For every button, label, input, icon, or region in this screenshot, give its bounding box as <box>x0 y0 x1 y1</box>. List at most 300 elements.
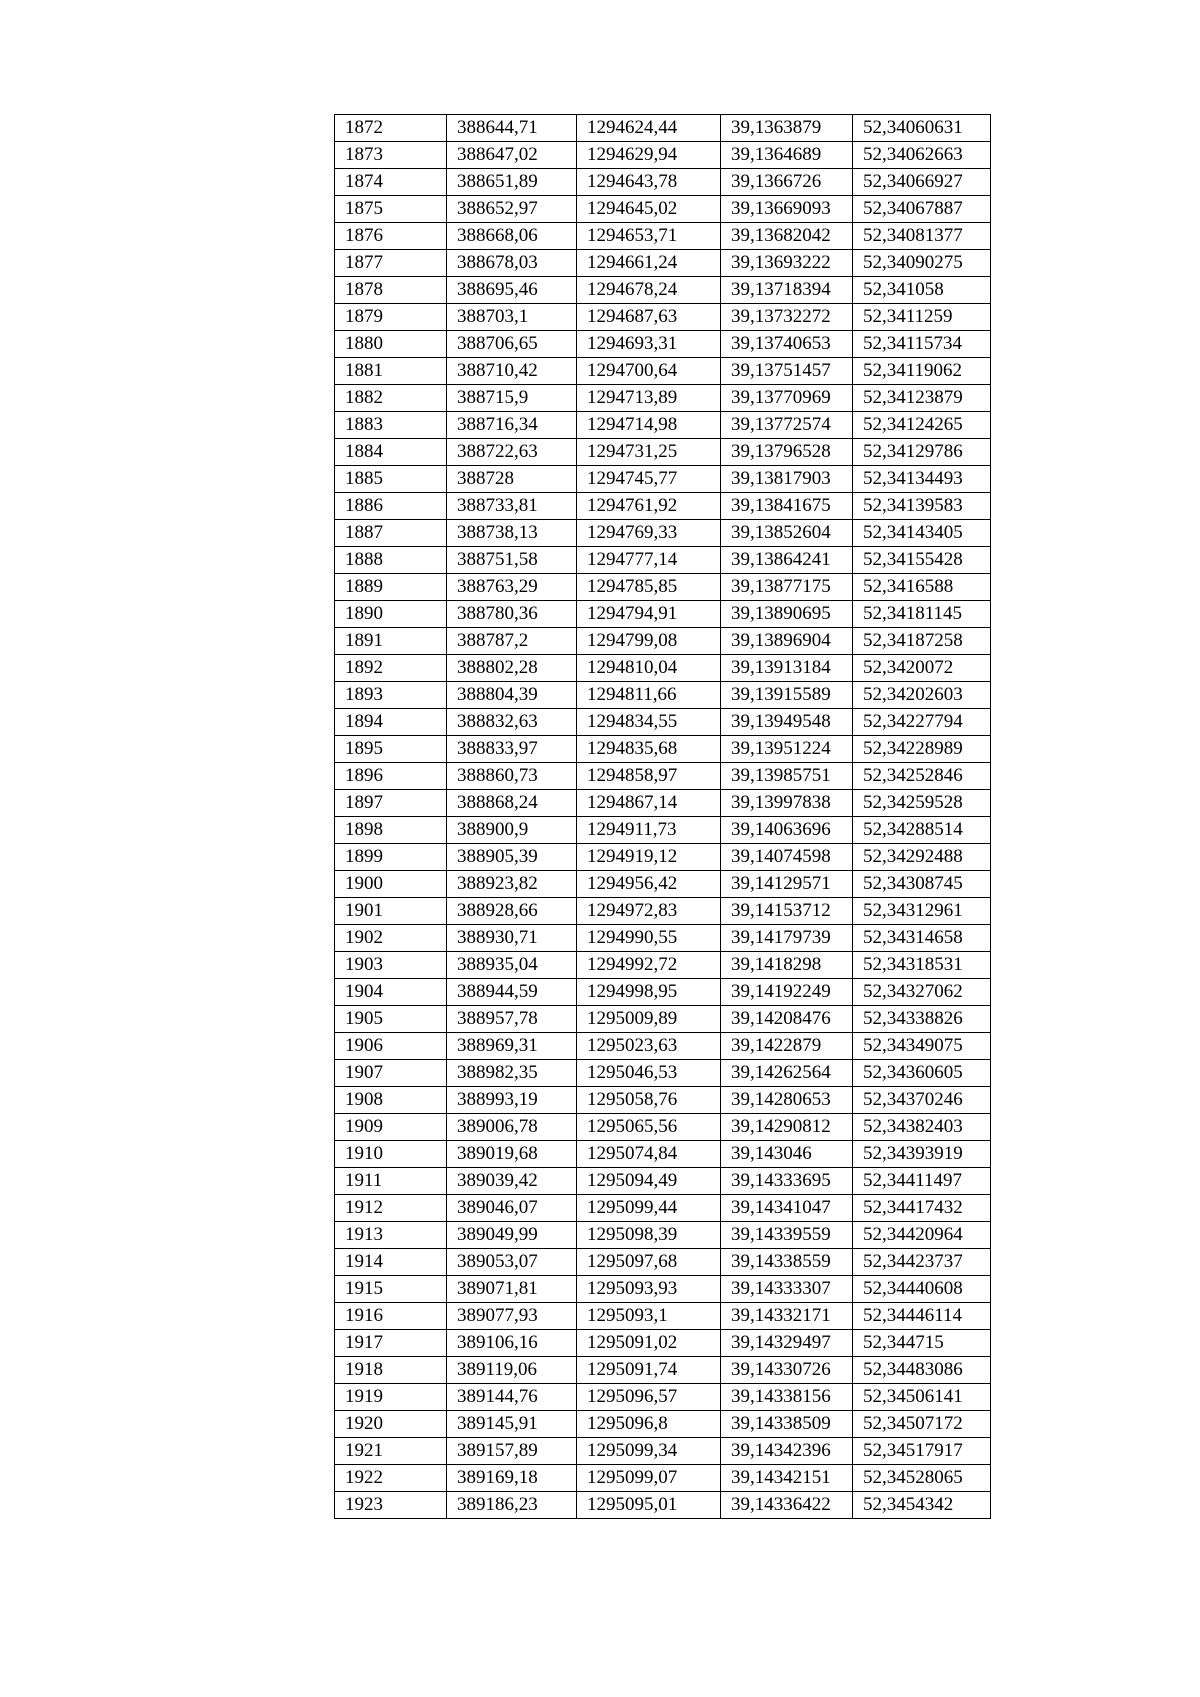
x-coordinate-cell: 388678,03 <box>447 250 577 277</box>
longitude-cell: 39,14338559 <box>721 1249 853 1276</box>
longitude-cell: 39,13841675 <box>721 493 853 520</box>
latitude-cell: 52,34155428 <box>853 547 991 574</box>
x-coordinate-cell: 388738,13 <box>447 520 577 547</box>
y-coordinate-cell: 1294624,44 <box>577 115 721 142</box>
latitude-cell: 52,34067887 <box>853 196 991 223</box>
point-number-cell: 1908 <box>335 1087 447 1114</box>
y-coordinate-cell: 1294714,98 <box>577 412 721 439</box>
latitude-cell: 52,34370246 <box>853 1087 991 1114</box>
y-coordinate-cell: 1294643,78 <box>577 169 721 196</box>
point-number-cell: 1889 <box>335 574 447 601</box>
y-coordinate-cell: 1294998,95 <box>577 979 721 1006</box>
longitude-cell: 39,14129571 <box>721 871 853 898</box>
table-row <box>335 1411 991 1438</box>
x-coordinate-cell: 389071,81 <box>447 1276 577 1303</box>
longitude-cell: 39,14208476 <box>721 1006 853 1033</box>
point-number-cell: 1918 <box>335 1357 447 1384</box>
point-number-cell: 1917 <box>335 1330 447 1357</box>
table-row <box>335 871 991 898</box>
longitude-cell: 39,13817903 <box>721 466 853 493</box>
table-row <box>335 1492 991 1519</box>
table-row <box>335 250 991 277</box>
table-row <box>335 682 991 709</box>
y-coordinate-cell: 1295099,44 <box>577 1195 721 1222</box>
x-coordinate-cell: 388716,34 <box>447 412 577 439</box>
table-row <box>335 763 991 790</box>
latitude-cell: 52,34228989 <box>853 736 991 763</box>
x-coordinate-cell: 388647,02 <box>447 142 577 169</box>
longitude-cell: 39,13751457 <box>721 358 853 385</box>
latitude-cell: 52,34139583 <box>853 493 991 520</box>
y-coordinate-cell: 1295096,57 <box>577 1384 721 1411</box>
table-row <box>335 1087 991 1114</box>
point-number-cell: 1902 <box>335 925 447 952</box>
latitude-cell: 52,34382403 <box>853 1114 991 1141</box>
point-number-cell: 1891 <box>335 628 447 655</box>
longitude-cell: 39,13951224 <box>721 736 853 763</box>
table-row <box>335 574 991 601</box>
latitude-cell: 52,34483086 <box>853 1357 991 1384</box>
x-coordinate-cell: 389077,93 <box>447 1303 577 1330</box>
table-row <box>335 277 991 304</box>
y-coordinate-cell: 1295091,74 <box>577 1357 721 1384</box>
latitude-cell: 52,34143405 <box>853 520 991 547</box>
y-coordinate-cell: 1295097,68 <box>577 1249 721 1276</box>
y-coordinate-cell: 1295009,89 <box>577 1006 721 1033</box>
point-number-cell: 1888 <box>335 547 447 574</box>
point-number-cell: 1904 <box>335 979 447 1006</box>
longitude-cell: 39,13913184 <box>721 655 853 682</box>
y-coordinate-cell: 1294811,66 <box>577 682 721 709</box>
point-number-cell: 1884 <box>335 439 447 466</box>
x-coordinate-cell: 388652,97 <box>447 196 577 223</box>
table-row <box>335 628 991 655</box>
x-coordinate-cell: 388780,36 <box>447 601 577 628</box>
latitude-cell: 52,34308745 <box>853 871 991 898</box>
latitude-cell: 52,34446114 <box>853 1303 991 1330</box>
longitude-cell: 39,14336422 <box>721 1492 853 1519</box>
table-row <box>335 520 991 547</box>
y-coordinate-cell: 1294972,83 <box>577 898 721 925</box>
point-number-cell: 1879 <box>335 304 447 331</box>
table-row <box>335 1141 991 1168</box>
point-number-cell: 1873 <box>335 142 447 169</box>
latitude-cell: 52,3411259 <box>853 304 991 331</box>
point-number-cell: 1893 <box>335 682 447 709</box>
x-coordinate-cell: 389039,42 <box>447 1168 577 1195</box>
x-coordinate-cell: 388833,97 <box>447 736 577 763</box>
y-coordinate-cell: 1294858,97 <box>577 763 721 790</box>
latitude-cell: 52,34252846 <box>853 763 991 790</box>
x-coordinate-cell: 388728 <box>447 466 577 493</box>
table-row <box>335 412 991 439</box>
table-row <box>335 1222 991 1249</box>
longitude-cell: 39,14333307 <box>721 1276 853 1303</box>
longitude-cell: 39,13718394 <box>721 277 853 304</box>
table-row <box>335 1033 991 1060</box>
longitude-cell: 39,1422879 <box>721 1033 853 1060</box>
longitude-cell: 39,13770969 <box>721 385 853 412</box>
point-number-cell: 1886 <box>335 493 447 520</box>
longitude-cell: 39,13985751 <box>721 763 853 790</box>
table-row <box>335 115 991 142</box>
point-number-cell: 1875 <box>335 196 447 223</box>
longitude-cell: 39,14153712 <box>721 898 853 925</box>
x-coordinate-cell: 388733,81 <box>447 493 577 520</box>
longitude-cell: 39,13693222 <box>721 250 853 277</box>
x-coordinate-cell: 388969,31 <box>447 1033 577 1060</box>
latitude-cell: 52,344715 <box>853 1330 991 1357</box>
latitude-cell: 52,34506141 <box>853 1384 991 1411</box>
longitude-cell: 39,1363879 <box>721 115 853 142</box>
y-coordinate-cell: 1295023,63 <box>577 1033 721 1060</box>
point-number-cell: 1881 <box>335 358 447 385</box>
y-coordinate-cell: 1294761,92 <box>577 493 721 520</box>
longitude-cell: 39,13732272 <box>721 304 853 331</box>
latitude-cell: 52,34517917 <box>853 1438 991 1465</box>
point-number-cell: 1921 <box>335 1438 447 1465</box>
y-coordinate-cell: 1294629,94 <box>577 142 721 169</box>
table-row <box>335 493 991 520</box>
latitude-cell: 52,34119062 <box>853 358 991 385</box>
latitude-cell: 52,34528065 <box>853 1465 991 1492</box>
table-row <box>335 466 991 493</box>
y-coordinate-cell: 1295046,53 <box>577 1060 721 1087</box>
y-coordinate-cell: 1294785,85 <box>577 574 721 601</box>
x-coordinate-cell: 388930,71 <box>447 925 577 952</box>
point-number-cell: 1883 <box>335 412 447 439</box>
longitude-cell: 39,143046 <box>721 1141 853 1168</box>
table-row <box>335 736 991 763</box>
longitude-cell: 39,14338509 <box>721 1411 853 1438</box>
longitude-cell: 39,13772574 <box>721 412 853 439</box>
table-row <box>335 304 991 331</box>
longitude-cell: 39,13877175 <box>721 574 853 601</box>
longitude-cell: 39,14338156 <box>721 1384 853 1411</box>
point-number-cell: 1894 <box>335 709 447 736</box>
longitude-cell: 39,14330726 <box>721 1357 853 1384</box>
point-number-cell: 1912 <box>335 1195 447 1222</box>
table-row <box>335 1303 991 1330</box>
point-number-cell: 1892 <box>335 655 447 682</box>
point-number-cell: 1911 <box>335 1168 447 1195</box>
point-number-cell: 1906 <box>335 1033 447 1060</box>
y-coordinate-cell: 1294867,14 <box>577 790 721 817</box>
latitude-cell: 52,34420964 <box>853 1222 991 1249</box>
point-number-cell: 1899 <box>335 844 447 871</box>
longitude-cell: 39,14342151 <box>721 1465 853 1492</box>
x-coordinate-cell: 388860,73 <box>447 763 577 790</box>
y-coordinate-cell: 1294794,91 <box>577 601 721 628</box>
table-row <box>335 898 991 925</box>
y-coordinate-cell: 1295095,01 <box>577 1492 721 1519</box>
y-coordinate-cell: 1295091,02 <box>577 1330 721 1357</box>
longitude-cell: 39,13740653 <box>721 331 853 358</box>
point-number-cell: 1887 <box>335 520 447 547</box>
latitude-cell: 52,34507172 <box>853 1411 991 1438</box>
y-coordinate-cell: 1295098,39 <box>577 1222 721 1249</box>
x-coordinate-cell: 388804,39 <box>447 682 577 709</box>
x-coordinate-cell: 389186,23 <box>447 1492 577 1519</box>
latitude-cell: 52,34081377 <box>853 223 991 250</box>
point-number-cell: 1914 <box>335 1249 447 1276</box>
table-row <box>335 952 991 979</box>
table-row <box>335 844 991 871</box>
table-row <box>335 1438 991 1465</box>
table-row <box>335 331 991 358</box>
longitude-cell: 39,14192249 <box>721 979 853 1006</box>
longitude-cell: 39,14290812 <box>721 1114 853 1141</box>
y-coordinate-cell: 1294661,24 <box>577 250 721 277</box>
x-coordinate-cell: 388722,63 <box>447 439 577 466</box>
y-coordinate-cell: 1294810,04 <box>577 655 721 682</box>
point-number-cell: 1877 <box>335 250 447 277</box>
table-row <box>335 1060 991 1087</box>
table-row <box>335 1357 991 1384</box>
latitude-cell: 52,34417432 <box>853 1195 991 1222</box>
point-number-cell: 1905 <box>335 1006 447 1033</box>
x-coordinate-cell: 388944,59 <box>447 979 577 1006</box>
longitude-cell: 39,14179739 <box>721 925 853 952</box>
y-coordinate-cell: 1294693,31 <box>577 331 721 358</box>
latitude-cell: 52,34318531 <box>853 952 991 979</box>
y-coordinate-cell: 1294835,68 <box>577 736 721 763</box>
point-number-cell: 1878 <box>335 277 447 304</box>
x-coordinate-cell: 388703,1 <box>447 304 577 331</box>
y-coordinate-cell: 1294713,89 <box>577 385 721 412</box>
latitude-cell: 52,34060631 <box>853 115 991 142</box>
latitude-cell: 52,34062663 <box>853 142 991 169</box>
latitude-cell: 52,34349075 <box>853 1033 991 1060</box>
table-row <box>335 196 991 223</box>
table-row <box>335 655 991 682</box>
point-number-cell: 1876 <box>335 223 447 250</box>
point-number-cell: 1895 <box>335 736 447 763</box>
point-number-cell: 1907 <box>335 1060 447 1087</box>
y-coordinate-cell: 1294799,08 <box>577 628 721 655</box>
longitude-cell: 39,14280653 <box>721 1087 853 1114</box>
x-coordinate-cell: 388706,65 <box>447 331 577 358</box>
table-row <box>335 817 991 844</box>
table-row <box>335 1276 991 1303</box>
point-number-cell: 1882 <box>335 385 447 412</box>
point-number-cell: 1897 <box>335 790 447 817</box>
x-coordinate-cell: 389157,89 <box>447 1438 577 1465</box>
x-coordinate-cell: 388900,9 <box>447 817 577 844</box>
latitude-cell: 52,34123879 <box>853 385 991 412</box>
table-row <box>335 790 991 817</box>
table-row <box>335 1168 991 1195</box>
y-coordinate-cell: 1294745,77 <box>577 466 721 493</box>
table-row <box>335 601 991 628</box>
table-row <box>335 1249 991 1276</box>
longitude-cell: 39,13669093 <box>721 196 853 223</box>
table-row <box>335 1006 991 1033</box>
table-row <box>335 709 991 736</box>
y-coordinate-cell: 1295099,34 <box>577 1438 721 1465</box>
table-row <box>335 1384 991 1411</box>
x-coordinate-cell: 389106,16 <box>447 1330 577 1357</box>
y-coordinate-cell: 1294990,55 <box>577 925 721 952</box>
latitude-cell: 52,34440608 <box>853 1276 991 1303</box>
x-coordinate-cell: 388695,46 <box>447 277 577 304</box>
y-coordinate-cell: 1294777,14 <box>577 547 721 574</box>
x-coordinate-cell: 389049,99 <box>447 1222 577 1249</box>
y-coordinate-cell: 1294919,12 <box>577 844 721 871</box>
longitude-cell: 39,13949548 <box>721 709 853 736</box>
longitude-cell: 39,1418298 <box>721 952 853 979</box>
y-coordinate-cell: 1294687,63 <box>577 304 721 331</box>
table-row <box>335 925 991 952</box>
latitude-cell: 52,34292488 <box>853 844 991 871</box>
x-coordinate-cell: 388982,35 <box>447 1060 577 1087</box>
x-coordinate-cell: 389046,07 <box>447 1195 577 1222</box>
longitude-cell: 39,14333695 <box>721 1168 853 1195</box>
x-coordinate-cell: 388763,29 <box>447 574 577 601</box>
table-row <box>335 439 991 466</box>
latitude-cell: 52,34115734 <box>853 331 991 358</box>
latitude-cell: 52,34090275 <box>853 250 991 277</box>
point-number-cell: 1898 <box>335 817 447 844</box>
x-coordinate-cell: 388957,78 <box>447 1006 577 1033</box>
longitude-cell: 39,13915589 <box>721 682 853 709</box>
point-number-cell: 1896 <box>335 763 447 790</box>
table-row <box>335 358 991 385</box>
y-coordinate-cell: 1294653,71 <box>577 223 721 250</box>
y-coordinate-cell: 1294731,25 <box>577 439 721 466</box>
longitude-cell: 39,1366726 <box>721 169 853 196</box>
x-coordinate-cell: 388751,58 <box>447 547 577 574</box>
x-coordinate-cell: 388928,66 <box>447 898 577 925</box>
latitude-cell: 52,3416588 <box>853 574 991 601</box>
y-coordinate-cell: 1294992,72 <box>577 952 721 979</box>
table-row <box>335 223 991 250</box>
latitude-cell: 52,34338826 <box>853 1006 991 1033</box>
y-coordinate-cell: 1295094,49 <box>577 1168 721 1195</box>
point-number-cell: 1890 <box>335 601 447 628</box>
y-coordinate-cell: 1295074,84 <box>577 1141 721 1168</box>
latitude-cell: 52,34423737 <box>853 1249 991 1276</box>
y-coordinate-cell: 1295093,93 <box>577 1276 721 1303</box>
x-coordinate-cell: 389119,06 <box>447 1357 577 1384</box>
longitude-cell: 39,14332171 <box>721 1303 853 1330</box>
x-coordinate-cell: 388935,04 <box>447 952 577 979</box>
point-number-cell: 1903 <box>335 952 447 979</box>
latitude-cell: 52,34202603 <box>853 682 991 709</box>
point-number-cell: 1885 <box>335 466 447 493</box>
y-coordinate-cell: 1294678,24 <box>577 277 721 304</box>
y-coordinate-cell: 1294911,73 <box>577 817 721 844</box>
point-number-cell: 1915 <box>335 1276 447 1303</box>
table-row <box>335 385 991 412</box>
x-coordinate-cell: 388832,63 <box>447 709 577 736</box>
x-coordinate-cell: 388710,42 <box>447 358 577 385</box>
point-number-cell: 1872 <box>335 115 447 142</box>
latitude-cell: 52,34411497 <box>853 1168 991 1195</box>
point-number-cell: 1923 <box>335 1492 447 1519</box>
longitude-cell: 39,14329497 <box>721 1330 853 1357</box>
x-coordinate-cell: 388993,19 <box>447 1087 577 1114</box>
point-number-cell: 1916 <box>335 1303 447 1330</box>
longitude-cell: 39,14074598 <box>721 844 853 871</box>
x-coordinate-cell: 388923,82 <box>447 871 577 898</box>
x-coordinate-cell: 388715,9 <box>447 385 577 412</box>
longitude-cell: 39,1364689 <box>721 142 853 169</box>
longitude-cell: 39,13852604 <box>721 520 853 547</box>
latitude-cell: 52,34181145 <box>853 601 991 628</box>
latitude-cell: 52,34312961 <box>853 898 991 925</box>
coordinates-table <box>334 114 991 1519</box>
latitude-cell: 52,34393919 <box>853 1141 991 1168</box>
table-row <box>335 547 991 574</box>
x-coordinate-cell: 389145,91 <box>447 1411 577 1438</box>
longitude-cell: 39,13796528 <box>721 439 853 466</box>
longitude-cell: 39,14341047 <box>721 1195 853 1222</box>
point-number-cell: 1913 <box>335 1222 447 1249</box>
latitude-cell: 52,34360605 <box>853 1060 991 1087</box>
x-coordinate-cell: 389053,07 <box>447 1249 577 1276</box>
x-coordinate-cell: 388651,89 <box>447 169 577 196</box>
y-coordinate-cell: 1294769,33 <box>577 520 721 547</box>
latitude-cell: 52,34129786 <box>853 439 991 466</box>
longitude-cell: 39,14339559 <box>721 1222 853 1249</box>
point-number-cell: 1919 <box>335 1384 447 1411</box>
latitude-cell: 52,3420072 <box>853 655 991 682</box>
table-row <box>335 1465 991 1492</box>
point-number-cell: 1900 <box>335 871 447 898</box>
table-row <box>335 1114 991 1141</box>
latitude-cell: 52,34187258 <box>853 628 991 655</box>
x-coordinate-cell: 388802,28 <box>447 655 577 682</box>
longitude-cell: 39,14063696 <box>721 817 853 844</box>
x-coordinate-cell: 389019,68 <box>447 1141 577 1168</box>
x-coordinate-cell: 389169,18 <box>447 1465 577 1492</box>
x-coordinate-cell: 388868,24 <box>447 790 577 817</box>
y-coordinate-cell: 1295058,76 <box>577 1087 721 1114</box>
x-coordinate-cell: 388644,71 <box>447 115 577 142</box>
table-row <box>335 979 991 1006</box>
point-number-cell: 1910 <box>335 1141 447 1168</box>
longitude-cell: 39,14342396 <box>721 1438 853 1465</box>
latitude-cell: 52,34227794 <box>853 709 991 736</box>
latitude-cell: 52,34288514 <box>853 817 991 844</box>
latitude-cell: 52,34259528 <box>853 790 991 817</box>
x-coordinate-cell: 388787,2 <box>447 628 577 655</box>
table-row <box>335 142 991 169</box>
point-number-cell: 1909 <box>335 1114 447 1141</box>
latitude-cell: 52,34314658 <box>853 925 991 952</box>
y-coordinate-cell: 1295099,07 <box>577 1465 721 1492</box>
longitude-cell: 39,13997838 <box>721 790 853 817</box>
longitude-cell: 39,13896904 <box>721 628 853 655</box>
x-coordinate-cell: 389006,78 <box>447 1114 577 1141</box>
latitude-cell: 52,34134493 <box>853 466 991 493</box>
longitude-cell: 39,13682042 <box>721 223 853 250</box>
longitude-cell: 39,13864241 <box>721 547 853 574</box>
y-coordinate-cell: 1295093,1 <box>577 1303 721 1330</box>
y-coordinate-cell: 1294956,42 <box>577 871 721 898</box>
y-coordinate-cell: 1294834,55 <box>577 709 721 736</box>
latitude-cell: 52,341058 <box>853 277 991 304</box>
point-number-cell: 1920 <box>335 1411 447 1438</box>
latitude-cell: 52,34124265 <box>853 412 991 439</box>
longitude-cell: 39,13890695 <box>721 601 853 628</box>
table-row <box>335 1195 991 1222</box>
point-number-cell: 1922 <box>335 1465 447 1492</box>
longitude-cell: 39,14262564 <box>721 1060 853 1087</box>
latitude-cell: 52,34327062 <box>853 979 991 1006</box>
latitude-cell: 52,3454342 <box>853 1492 991 1519</box>
